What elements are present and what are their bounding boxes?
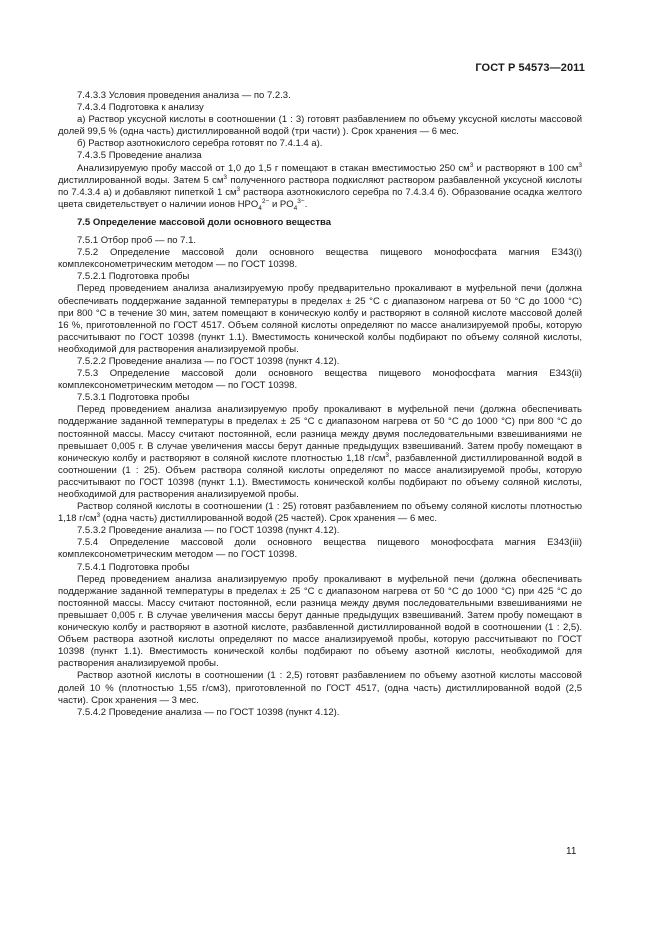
superscript: 3 xyxy=(223,173,228,181)
paragraph: а) Раствор уксусной кислоты в соотношении (1 : 3) готовят разбавлением по объему уксусной кислоты массовой долей 99,5 % (одна часть) дистиллированной водой (три части) ). Срок хранения — 6 мес. xyxy=(58,114,582,138)
superscript: 3 xyxy=(96,512,101,520)
paragraph: 7.5.3.2 Проведение анализа — по ГОСТ 10398 (пункт 4.12). xyxy=(77,525,340,537)
subscript: 4 xyxy=(293,204,298,212)
superscript: 3 xyxy=(469,161,474,169)
paragraph-sample-prep xyxy=(58,404,582,501)
paragraph: 7.5.3.1 Подготовка пробы xyxy=(77,392,190,404)
paragraph: 7.5.2.1 Подготовка пробы xyxy=(77,271,190,283)
text-run: (одна часть) дистиллированной водой (25 частей). Срок хранения — 6 мес. xyxy=(100,513,438,525)
text-run: и растворяют в 100 см xyxy=(473,162,579,174)
paragraph: Перед проведением анализа анализируемую пробу предварительно прокаливают в муфельной печи (должна обеспечивать поддержание заданной температуры в пределах ± 25 °С с диапазоном нагрева от 50 °С до 1000 °С) при 800 °С в течение 30 мин, затем помещают в коническую колбу и растворяют в соляной кислоте массовой долей 16 %, приготовленной по ГОСТ 4517. Объем соляной кислоты определяют по массе анализируемой пробы, которую рассчитывают по ГОСТ 10398 (пункт 1.1). Вместимость конической колбы подбирают по объему соляной кислоты, необходимой для растворения анализируемой пробы. xyxy=(58,283,582,355)
paragraph: 7.5.4 Определение массовой доли основного вещества пищевого монофосфата магния Е343(iii) комплексонометрическим методом — по ГОСТ 10398. xyxy=(58,537,582,561)
text-run: . xyxy=(304,198,308,210)
superscript: 3 xyxy=(236,185,241,193)
superscript: 3− xyxy=(297,197,305,205)
paragraph: б) Раствор азотнокислого серебра готовят по 7.4.1.4 а). xyxy=(77,138,323,150)
paragraph: 7.5.4.2 Проведение анализа — по ГОСТ 10398 (пункт 4.12). xyxy=(77,706,340,718)
text-run: дистиллированной воды. Затем 5 см xyxy=(58,174,224,186)
paragraph: 7.5.2.2 Проведение анализа — по ГОСТ 10398 (пункт 4.12). xyxy=(77,355,340,367)
superscript: 3 xyxy=(385,451,390,459)
text-run: полученного раствора подкисляют раствором разбавленной уксусной кислоты по 7.4.3.4 а) и добавляют пипеткой 1 см xyxy=(58,174,583,198)
text-run: и PO xyxy=(269,198,294,210)
document-header: ГОСТ Р 54573—2011 xyxy=(475,62,585,74)
paragraph-hcl-solution xyxy=(58,501,582,525)
document-body xyxy=(58,90,582,719)
page-number: 11 xyxy=(566,846,577,857)
paragraph: 7.4.3.4 Подготовка к анализу xyxy=(77,102,204,114)
superscript: 3 xyxy=(578,161,582,169)
paragraph: 7.5.4.1 Подготовка пробы xyxy=(77,561,190,573)
text-run: Перед проведением анализа анализируемую пробу прокаливают в муфельной печи (должна обеспечивать поддержание заданной температуры в пределах ± 25 °С с диапазоном нагрева от 50 °С до 1000 °С) при 800 °С до постоянной массы. Массу считают постоянной, если разница между двумя последовательными взвешиваниями не превышает 0,005 г. В случае увеличения массы берут данные предыдущих взвешиваний. Затем пробу помещают в коническую колбу и растворяют в соляной кислоте плотностью 1,18 г/см xyxy=(58,404,582,464)
text-run: Анализируемую пробу массой от 1,0 до 1,5 г помещают в стакан вместимостью 250 см xyxy=(77,162,470,174)
superscript: 2− xyxy=(261,197,270,205)
text-run: раствора азотнокислого серебра по 7.4.3.4 б). Образование осадка желтого цвета свидетельствует о наличии ионов HPO xyxy=(58,186,582,210)
paragraph: Перед проведением анализа анализируемую пробу прокаливают в муфельной печи (должна обеспечивать поддержание заданной температуры в пределах ± 25 °С с диапазоном нагрева от 50 °С до 1000 °С) при 425 °С до постоянной массы. Массу считают постоянной, если разница между двумя последовательными взвешиваниями не превышает 0,005 г. В случае увеличения массы берут данные предыдущих взвешиваний. Затем пробу помещают в коническую колбу и растворяют в азотной кислоте, разбавленной дистиллированной водой в соотношении (1 : 2,5). Объем раствора азотной кислоты определяют по массе анализируемой пробы, которую рассчитывают по ГОСТ 10398 (пункт 1.1). Вместимость конической колбы подбирают по объему азотной кислоты, необходимой для растворения анализируемой пробы. xyxy=(58,573,582,670)
text-run: Раствор соляной кислоты в соотношении (1 : 25) готовят разбавлением по объему соляной кислоты плотностью 1,18 г/см xyxy=(58,501,582,525)
paragraph: Раствор азотной кислоты в соотношении (1 : 2,5) готовят разбавлением по объему азотной кислоты массовой долей 10 % (плотностью 1,55 г/см3), приготовленной по ГОСТ 4517, (одна часть) дистиллированной водой (2,5 части). Срок хранения — 3 мес. xyxy=(58,670,582,706)
paragraph: 7.5.3 Определение массовой доли основного вещества пищевого монофосфата магния Е343(ii) комплексонометрическим методом — по ГОСТ 10398. xyxy=(58,368,582,392)
paragraph-sample-analysis xyxy=(58,163,582,211)
paragraph: 7.4.3.3 Условия проведения анализа — по 7.2.3. xyxy=(77,90,291,101)
paragraph: 7.4.3.5 Проведение анализа xyxy=(77,150,202,162)
paragraph: 7.5.1 Отбор проб — по 7.1. xyxy=(77,235,197,247)
subscript: 4 xyxy=(258,204,262,212)
text-run: , разбавленной дистиллированной водой в соотношении (1 : 25). Объем раствора соляной кислоты определяют по массе анализируемой пробы, которую рассчитывают по ГОСТ 10398 (пункт 1.1). Вместимость конической колбы подбирают по объему соляной кислоты, необходимой для растворения анализируемой пробы. xyxy=(58,452,582,500)
section-heading: 7.5 Определение массовой доли основного вещества xyxy=(77,216,331,228)
paragraph: 7.5.2 Определение массовой доли основного вещества пищевого монофосфата магния Е343(i) комплексонометрическим методом — по ГОСТ 10398. xyxy=(58,247,582,271)
